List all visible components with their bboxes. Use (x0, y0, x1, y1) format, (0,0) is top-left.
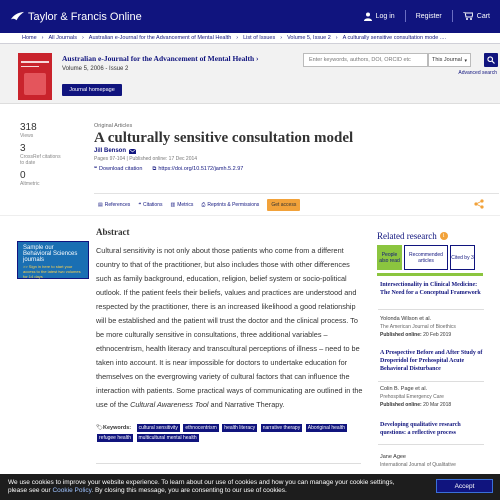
published-date: 20 Feb 2019 (423, 332, 452, 338)
publication-info: Pages 97-104 | Published online: 17 Dec 2014 (94, 156, 198, 162)
cart-label: Cart (476, 12, 490, 20)
tab-recommended-articles[interactable]: Recommended articles (404, 245, 448, 270)
citations-tab[interactable] (138, 202, 162, 208)
views-count: 318 (20, 122, 37, 133)
chevron-right-icon: › (41, 35, 44, 41)
info-icon[interactable]: i (440, 232, 448, 240)
top-header (0, 0, 500, 33)
bar-chart-icon: ▥ (170, 202, 176, 208)
tag-icon: 🏷 (96, 425, 103, 431)
divider (0, 215, 500, 216)
references-label: References (104, 202, 131, 208)
brand-logo[interactable] (28, 11, 142, 23)
related-article-author: Colin B. Page et al. (380, 386, 428, 392)
divider (378, 444, 484, 445)
print-icon: ⎙ (201, 202, 206, 208)
cover-decoration (24, 73, 46, 95)
quote-icon: ❝ (94, 166, 97, 172)
related-article-journal: International Journal of Qualitative (380, 462, 456, 468)
chevron-right-icon: › (256, 54, 259, 63)
related-article-meta (380, 381, 484, 408)
doi-link[interactable] (152, 166, 243, 173)
related-article-journal: The American Journal of Bioethics (380, 324, 456, 330)
related-article (380, 349, 484, 373)
tab-indicator (377, 273, 483, 276)
related-tabs (377, 245, 475, 270)
article-title: A culturally sensitive consultation model (94, 130, 354, 146)
search-button[interactable] (484, 53, 498, 67)
abstract-body (96, 244, 364, 412)
chevron-right-icon: › (280, 35, 283, 41)
breadcrumb (0, 33, 500, 44)
brand-name: Taylor & Francis Online (28, 11, 142, 23)
keywords-label: Keywords: (102, 425, 132, 431)
related-article (380, 281, 484, 297)
crossref-label: CrossRef citations to date (20, 154, 61, 166)
account-links (364, 10, 490, 22)
external-link-icon: ⧉ (152, 166, 157, 172)
related-article-title[interactable]: A Prospective Before and After Study of Droperidol for Prehospital Acute Behavioral Disturbance (380, 350, 483, 372)
journal-volume[interactable]: Volume 5, 2006 - Issue 2 (62, 66, 129, 72)
download-citation-link[interactable] (94, 166, 142, 173)
related-article-title[interactable]: Intersectionality in Clinical Medicine: The Need for a Conceptual Framework (380, 282, 481, 296)
cookie-text: . By closing this message, you are consenting to our use of cookies. (91, 487, 287, 494)
keyword-tag[interactable]: multicultural mental health (138, 435, 197, 441)
tandf-logo-icon (10, 9, 25, 24)
login-link[interactable] (364, 12, 395, 21)
cart-icon (463, 12, 473, 20)
article-tools (98, 199, 300, 211)
keyword-tag[interactable]: narrative therapy (262, 425, 301, 431)
journal-cover-image[interactable] (18, 53, 52, 100)
promo-subtitle: >> Sign in here to start your access to the latest two volumes for 14 days (23, 264, 81, 279)
journal-title-text: Australian e-Journal for the Advancement of Mental Health (62, 54, 255, 63)
chevron-right-icon: › (335, 35, 338, 41)
keyword-tag[interactable]: cultural sensitivity (138, 425, 178, 431)
divider (94, 193, 499, 194)
author-name: Jill Benson (94, 148, 127, 154)
related-article-meta (380, 449, 484, 468)
chevron-right-icon: › (236, 35, 239, 41)
divider (452, 10, 453, 22)
cookie-message (8, 479, 438, 495)
published-label: Published online: (380, 332, 422, 338)
journal-homepage-button[interactable]: Journal homepage (62, 84, 122, 96)
accept-cookies-button[interactable]: Accept (436, 479, 493, 493)
get-access-button[interactable]: Get access (267, 199, 300, 211)
related-heading-text: Related research (377, 231, 437, 241)
article-metrics (20, 122, 80, 191)
user-icon (364, 12, 372, 21)
search-icon (487, 56, 495, 64)
altmetric-label: Altmetric (20, 181, 40, 187)
article-type: Original Articles (94, 123, 133, 129)
share-icon[interactable] (474, 199, 484, 209)
references-tab[interactable] (98, 202, 130, 208)
published-label: Published online: (380, 402, 422, 408)
metrics-tab[interactable] (170, 202, 193, 208)
keyword-tag[interactable]: ethnocentrism (185, 425, 217, 431)
related-article-date (380, 402, 484, 408)
divider (378, 309, 484, 310)
crossref-count: 3 (20, 143, 26, 154)
related-article-date (380, 332, 484, 338)
related-article (380, 421, 484, 437)
tab-cited-by[interactable]: Cited by 3 (450, 245, 475, 270)
citation-links (94, 166, 243, 173)
crumb-volume[interactable]: Volume 5, Issue 2 (287, 35, 331, 41)
abstract-heading: Abstract (96, 227, 130, 237)
related-article-author: Yolonda Wilson et al. (380, 316, 432, 322)
cookie-text: We use cookies to improve your website experience. To learn about our use of cookies and how you can manage your cookie settings, (8, 479, 395, 486)
reprints-label: Reprints & Permissions (207, 202, 260, 208)
chevron-down-icon: ▾ (464, 58, 467, 64)
doi-label: https://doi.org/10.5172/jamh.5.2.97 (158, 166, 244, 172)
search-scope-value: This Journal (432, 57, 462, 63)
published-date: 20 Mar 2018 (423, 402, 452, 408)
quote-icon: ❝ (138, 202, 142, 208)
related-article-title[interactable]: Developing qualitative research questions: a reflective process (380, 422, 461, 436)
search-scope-select[interactable] (428, 53, 471, 67)
keywords (96, 423, 366, 443)
related-article-author: Jane Agee (380, 454, 406, 460)
reprints-tab[interactable] (201, 202, 259, 208)
divider (96, 463, 361, 468)
altmetric-count: 0 (20, 170, 26, 181)
divider (405, 10, 406, 22)
related-article-journal: Prehospital Emergency Care (380, 394, 444, 400)
cookie-text: please see our (8, 487, 53, 494)
crumb-all-journals[interactable]: All Journals (48, 35, 77, 41)
cover-decoration (21, 66, 39, 67)
cover-decoration (21, 61, 49, 63)
list-icon: ▤ (98, 202, 103, 208)
related-article-meta (380, 311, 484, 338)
views-label: Views (20, 133, 34, 139)
crumb-issues[interactable]: List of Issues (243, 35, 276, 41)
abstract-emphasis: Cultural Awareness Tool (130, 400, 209, 409)
promo-title: Sample our Behavioral Sciences journals (23, 245, 78, 263)
metrics-label: Metrics (177, 202, 194, 208)
envelope-icon[interactable] (129, 149, 136, 154)
chevron-right-icon: › (81, 35, 84, 41)
cart-link[interactable] (463, 12, 490, 20)
register-link[interactable] (416, 13, 442, 20)
promo-banner[interactable] (17, 241, 89, 279)
login-label: Log in (375, 12, 395, 20)
abstract-text-end: and Narrative Therapy. (208, 400, 285, 409)
citations-label: Citations (143, 202, 163, 208)
advanced-search-link[interactable]: Advanced search (458, 70, 497, 76)
tab-people-also-read[interactable]: People also read (377, 245, 402, 270)
cookie-policy-link[interactable]: Cookie Policy (52, 487, 92, 494)
search-input[interactable]: Enter keywords, authors, DOI, ORCID etc (303, 53, 428, 67)
abstract-text: Cultural sensitivity is not only about those patients who come from a different country to that of the practitioner, but also includes those with other differences such as family background, education, religion, belief system or socio-political outlook. If the patient feels their beliefs, values and practices are understood and respected by the practitioner, there is an increased likelihood a good relationship will be established and the patient will trust the doctor and the clinical process. To be more culturally sensitive in consultations, three additional variables – ethnocentrism, health literacy and transcultural perceptions of illness – need to be taken into account. It is near impossible for doctors to undertake education for themselves on the evergrowing variety of cultural factors that can influence the interaction with patients. Some practical ways of communicating are outlined in the use of the (96, 246, 363, 409)
crumb-current: A culturally sensitive consultation mode .... (342, 35, 446, 41)
author-link[interactable] (94, 148, 136, 154)
keyword-tag[interactable]: Aboriginal health (307, 425, 345, 431)
cookie-banner (0, 474, 500, 500)
journal-title[interactable] (62, 54, 259, 63)
register-label: Register (415, 12, 442, 20)
crumb-journal[interactable]: Australian e-Journal for the Advancement of Mental Health (88, 35, 232, 41)
crumb-home[interactable]: Home (22, 35, 37, 41)
keyword-tag[interactable]: refugee health (99, 435, 131, 441)
related-research-heading (377, 231, 448, 241)
download-citation-label: Download citation (98, 166, 143, 172)
keyword-tag[interactable]: health literacy (224, 425, 256, 431)
